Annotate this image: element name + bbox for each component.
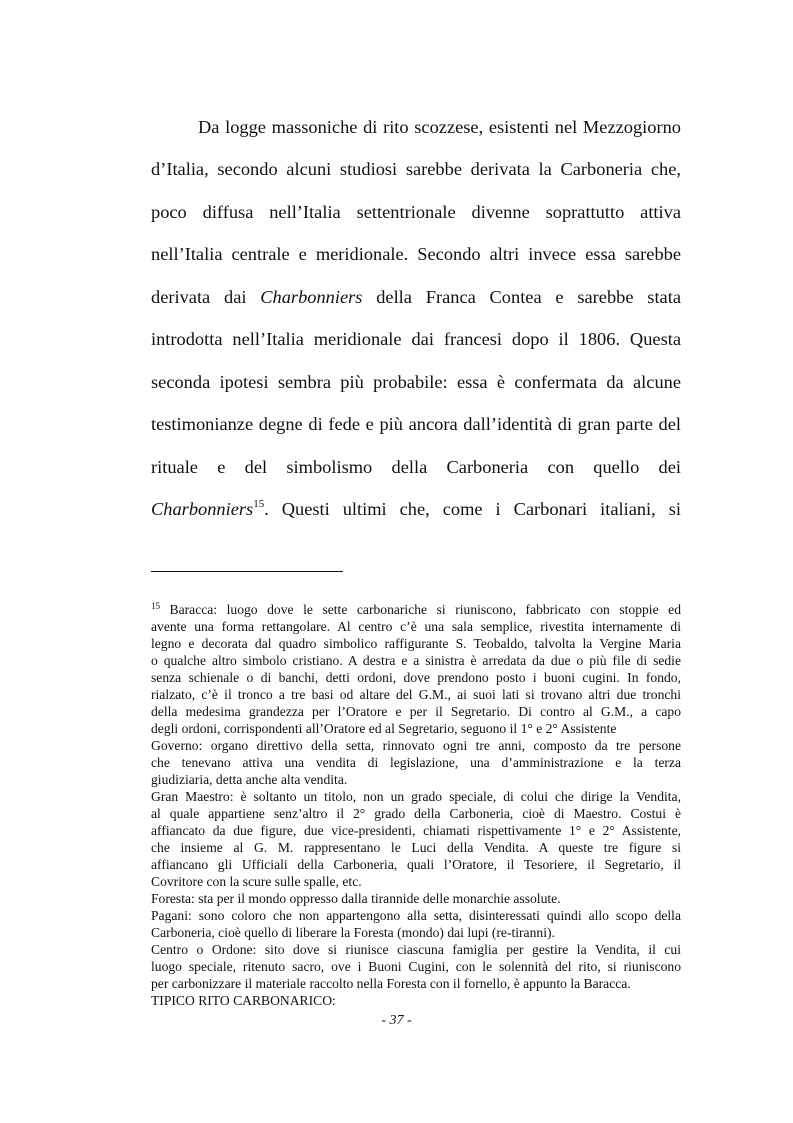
footnote-line: o qualche altro simbolo cristiano. A destra e a sinistra è arredata da due o più file di sedie (151, 653, 681, 668)
footnote-line: della medesima grandezza per l’Oratore e per il Segretario. Di contro al G.M., a capo (151, 704, 681, 719)
footnote-line: luogo speciale, ritenuto sacro, ove i Buoni Cugini, con le solennità del rito, si riuniscono (151, 959, 681, 974)
body-line: Da logge massoniche di rito scozzese, esistenti nel Mezzogiorno (198, 117, 681, 137)
italic-term: Charbonniers (260, 287, 363, 307)
footnote-line: degli ordoni, corrispondenti all’Oratore ed al Segretario, seguono il 1° e 2° Assistente (151, 721, 617, 736)
footnote-line: senza schienale o di banchi, detti ordoni, dove prendono posto i buoni cugini. In fondo, (151, 670, 681, 685)
footnote-line: che insieme al G. M. rappresentano le Luci della Vendita. A queste tre figure si (151, 840, 681, 855)
footnote-line: Centro o Ordone: sito dove si riunisce ciascuna famiglia per gestire la Vendita, il cui (151, 942, 681, 957)
body-line-rest: della Franca Contea e sarebbe stata (376, 287, 681, 307)
footnote-reference[interactable]: 15 (253, 498, 265, 510)
footnote-line: affiancato da due figure, due vice-presidenti, chiamati rispettivamente 1° e 2° Assistente, (151, 823, 681, 838)
body-line-rest: . Questi ultimi che, come i Carbonari italiani, si (264, 499, 681, 519)
body-line-prefix: derivata dai (151, 287, 261, 307)
footnote-number: 15 (151, 601, 160, 611)
body-line: rituale e del simbolismo della Carboneria con quello dei (151, 457, 681, 477)
body-line: nell’Italia centrale e meridionale. Secondo altri invece essa sarebbe (151, 244, 681, 264)
footnote-line: legno e decorata dal quadro simbolico raffigurante S. Teobaldo, talvolta la Vergine Maria (151, 636, 681, 651)
body-line (151, 498, 681, 520)
footnote-line: Governo: organo direttivo della setta, rinnovato ogni tre anni, composto da tre persone (151, 738, 681, 753)
footnote-line-text: Baracca: luogo dove le sette carbonariche si riuniscono, fabbricato con stoppie ed (169, 602, 681, 617)
body-line: poco diffusa nell’Italia settentrionale divenne soprattutto attiva (151, 202, 681, 222)
footnote-line: affiancano gli Ufficiali della Carboneria, quali l’Oratore, il Tesoriere, il Segretario, il (151, 857, 681, 872)
body-line: d’Italia, secondo alcuni studiosi sarebbe derivata la Carboneria che, (151, 159, 681, 179)
body-line: introdotta nell’Italia meridionale dai francesi dopo il 1806. Questa (151, 329, 681, 349)
page-number: - 37 - (381, 1013, 412, 1028)
body-line: seconda ipotesi sembra più probabile: essa è confermata da alcune (151, 372, 681, 392)
footnote-line: Covritore con la scure sulle spalle, etc. (151, 874, 362, 889)
footnote-line: rialzato, c’è il tronco a tre basi od altare del G.M., ai suoi lati si trovano altri due tronchi (151, 687, 681, 702)
footnote-line: Pagani: sono coloro che non appartengono alla setta, disinteressati quindi allo scopo della (151, 908, 681, 923)
footnote-line (151, 601, 681, 618)
footnote-line: giudiziaria, detta anche alta vendita. (151, 772, 348, 787)
body-line (151, 286, 681, 308)
footnote-line: per carbonizzare il materiale raccolto nella Foresta con il fornello, è appunto la Baracca. (151, 976, 631, 991)
footnote-line: Gran Maestro: è soltanto un titolo, non un grado speciale, di colui che dirige la Vendita, (151, 789, 681, 804)
italic-term: Charbonniers (151, 499, 254, 519)
body-line: testimonianze degne di fede e più ancora dall’identità di gran parte del (151, 414, 681, 434)
footnote-separator (151, 571, 343, 572)
footnote-line: Carboneria, cioè quello di liberare la Foresta (mondo) dai lupi (re-tiranni). (151, 925, 555, 940)
footnote-line: avente una forma rettangolare. Al centro c’è una sala semplice, rivestita internamente di (151, 619, 681, 634)
footnote-line: al quale appartiene senz’altro il 2° grado della Carboneria, cioè di Maestro. Costui è (151, 806, 681, 821)
footnote-line: Foresta: sta per il mondo oppresso dalla tirannide delle monarchie assolute. (151, 891, 561, 906)
footnote-line: che tenevano attiva una vendita di legislazione, una d’amministrazione e la terza (151, 755, 681, 770)
footnote-line: TIPICO RITO CARBONARICO: (151, 993, 336, 1008)
